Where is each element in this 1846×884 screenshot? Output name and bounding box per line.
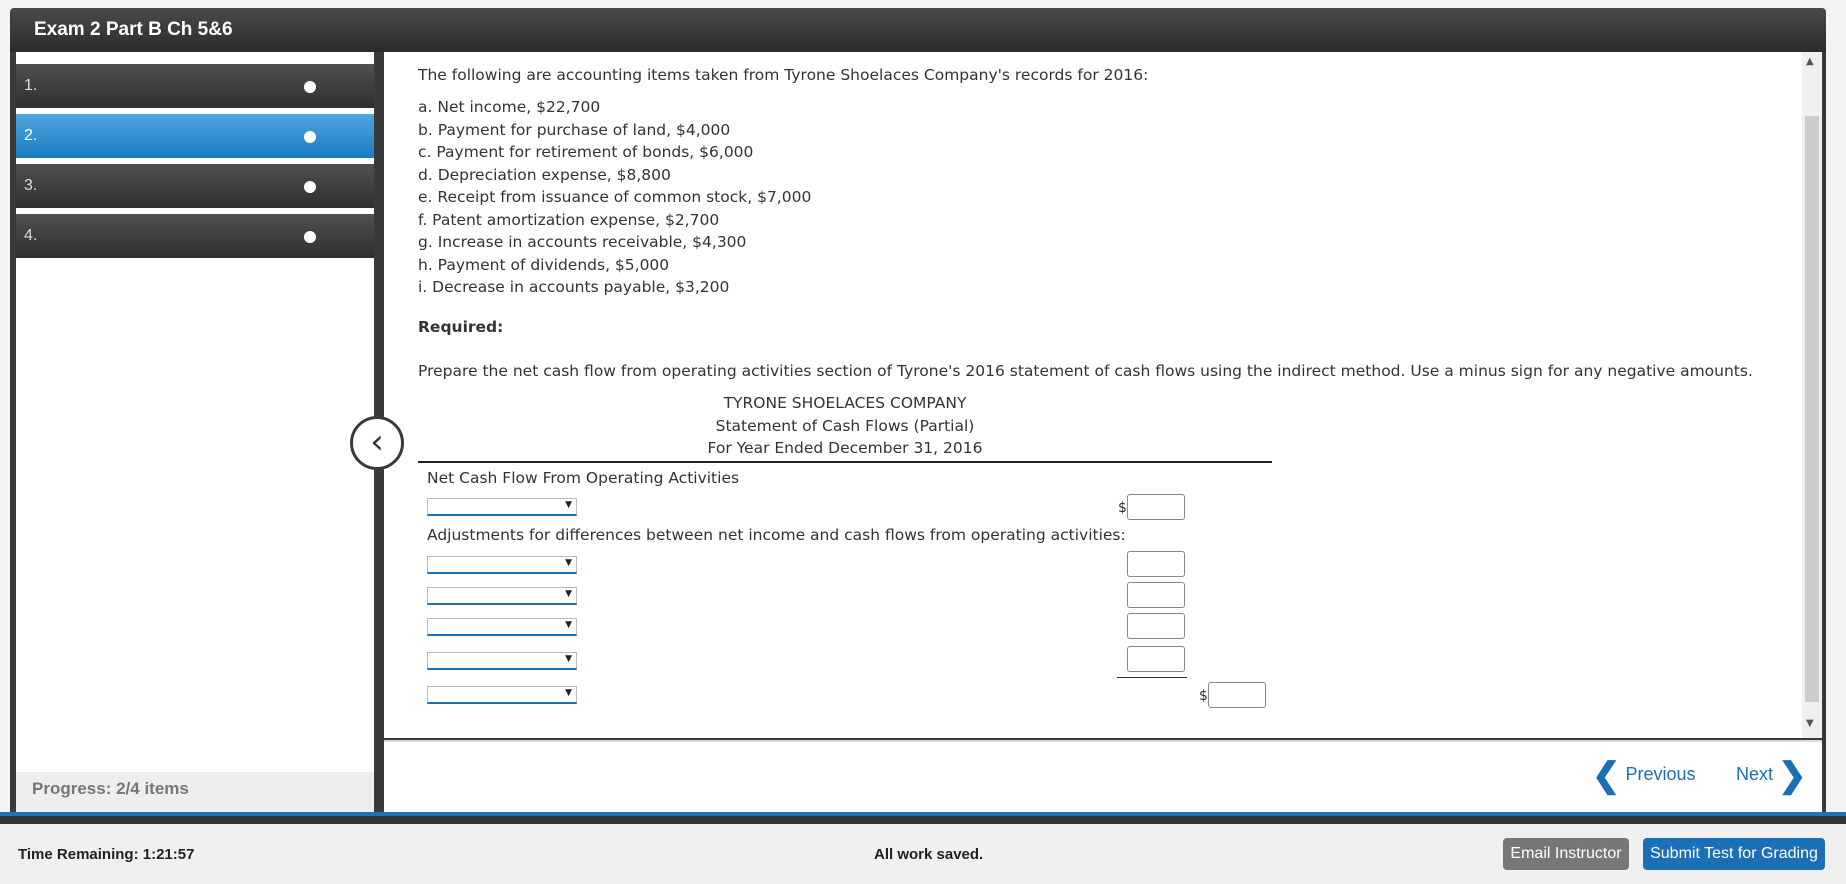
list-item: g. Increase in accounts receivable, $4,300 bbox=[418, 233, 747, 251]
list-item: b. Payment for purchase of land, $4,000 bbox=[418, 121, 731, 139]
adjustments-label: Adjustments for differences between net income and cash flows from operating activities: bbox=[427, 526, 1126, 544]
dropdown-arrow-icon: ▼ bbox=[565, 558, 572, 568]
required-label: Required: bbox=[418, 318, 504, 336]
section-label: Net Cash Flow From Operating Activities bbox=[427, 469, 740, 487]
email-instructor-button[interactable]: Email Instructor bbox=[1503, 838, 1629, 870]
question-item-1[interactable] bbox=[16, 64, 374, 108]
currency-symbol: $ bbox=[1118, 500, 1127, 516]
adjustment-amount-input[interactable] bbox=[1127, 582, 1185, 608]
list-item: f. Patent amortization expense, $2,700 bbox=[418, 211, 720, 229]
total-line-select[interactable] bbox=[427, 686, 577, 704]
instructions: Prepare the net cash flow from operating activities section of Tyrone's 2016 statement of cash flows using the indirect method. Use a minus sign for any negative amounts. bbox=[418, 362, 1753, 380]
list-item: c. Payment for retirement of bonds, $6,000 bbox=[418, 143, 754, 161]
content-scrollbar[interactable] bbox=[1802, 52, 1822, 738]
next-button[interactable] bbox=[1736, 756, 1807, 795]
adjustment-select[interactable] bbox=[427, 556, 577, 574]
previous-button[interactable] bbox=[1592, 756, 1696, 795]
subtotal-rule bbox=[1117, 677, 1187, 678]
question-content bbox=[384, 52, 1802, 738]
adjustment-select[interactable] bbox=[427, 618, 577, 636]
list-item: a. Net income, $22,700 bbox=[418, 98, 601, 116]
adjustment-amount-input[interactable] bbox=[1127, 646, 1185, 672]
adjustment-amount-input[interactable] bbox=[1127, 551, 1185, 577]
scroll-up-arrow-icon[interactable]: ▲ bbox=[1806, 56, 1814, 67]
dropdown-arrow-icon: ▼ bbox=[565, 500, 572, 510]
dropdown-arrow-icon: ▼ bbox=[565, 654, 572, 664]
time-remaining: Time Remaining: 1:21:57 bbox=[18, 846, 195, 863]
save-status: All work saved. bbox=[874, 846, 984, 863]
adjustment-select[interactable] bbox=[427, 652, 577, 670]
dropdown-arrow-icon: ▼ bbox=[565, 688, 572, 698]
question-status-dot-icon bbox=[304, 81, 316, 93]
scroll-down-arrow-icon[interactable]: ▼ bbox=[1806, 718, 1814, 729]
chevron-left-icon: ‹ bbox=[370, 422, 384, 462]
chevron-left-icon: ❮ bbox=[1592, 756, 1621, 795]
question-intro: The following are accounting items taken from Tyrone Shoelaces Company's records for 2016: bbox=[418, 66, 1149, 84]
question-label: 2. bbox=[24, 127, 38, 144]
currency-symbol: $ bbox=[1199, 688, 1208, 704]
progress-indicator: Progress: 2/4 items bbox=[32, 779, 189, 798]
dropdown-arrow-icon: ▼ bbox=[565, 620, 572, 630]
list-item: h. Payment of dividends, $5,000 bbox=[418, 256, 670, 274]
adjustment-amount-input[interactable] bbox=[1127, 613, 1185, 639]
statement-period: For Year Ended December 31, 2016 bbox=[707, 439, 983, 457]
previous-label: Previous bbox=[1625, 764, 1696, 784]
question-label: 1. bbox=[24, 77, 38, 94]
scroll-thumb[interactable] bbox=[1805, 116, 1819, 702]
submit-test-button[interactable]: Submit Test for Grading bbox=[1643, 838, 1825, 870]
question-status-dot-icon bbox=[304, 131, 316, 143]
statement-divider bbox=[418, 461, 1272, 463]
question-item-2[interactable] bbox=[16, 114, 374, 158]
amount-input[interactable] bbox=[1127, 494, 1185, 520]
next-label: Next bbox=[1736, 764, 1774, 784]
collapse-sidebar-button[interactable] bbox=[350, 416, 404, 470]
list-item: e. Receipt from issuance of common stock, $7,000 bbox=[418, 188, 812, 206]
chevron-right-icon: ❯ bbox=[1778, 756, 1807, 795]
question-status-dot-icon bbox=[304, 181, 316, 193]
exam-title: Exam 2 Part B Ch 5&6 bbox=[10, 8, 1826, 52]
statement-title: Statement of Cash Flows (Partial) bbox=[715, 417, 975, 435]
statement-company: TYRONE SHOELACES COMPANY bbox=[723, 394, 967, 412]
list-item: d. Depreciation expense, $8,800 bbox=[418, 166, 671, 184]
total-amount-input[interactable] bbox=[1208, 682, 1266, 708]
question-item-3[interactable] bbox=[16, 164, 374, 208]
line-item-select[interactable] bbox=[427, 498, 577, 516]
question-label: 4. bbox=[24, 227, 38, 244]
footer-divider bbox=[0, 816, 1846, 824]
question-label: 3. bbox=[24, 177, 38, 194]
list-item: i. Decrease in accounts payable, $3,200 bbox=[418, 278, 730, 296]
footer-bar bbox=[0, 824, 1846, 884]
adjustment-select[interactable] bbox=[427, 587, 577, 605]
question-status-dot-icon bbox=[304, 231, 316, 243]
dropdown-arrow-icon: ▼ bbox=[565, 589, 572, 599]
question-item-4[interactable] bbox=[16, 214, 374, 258]
